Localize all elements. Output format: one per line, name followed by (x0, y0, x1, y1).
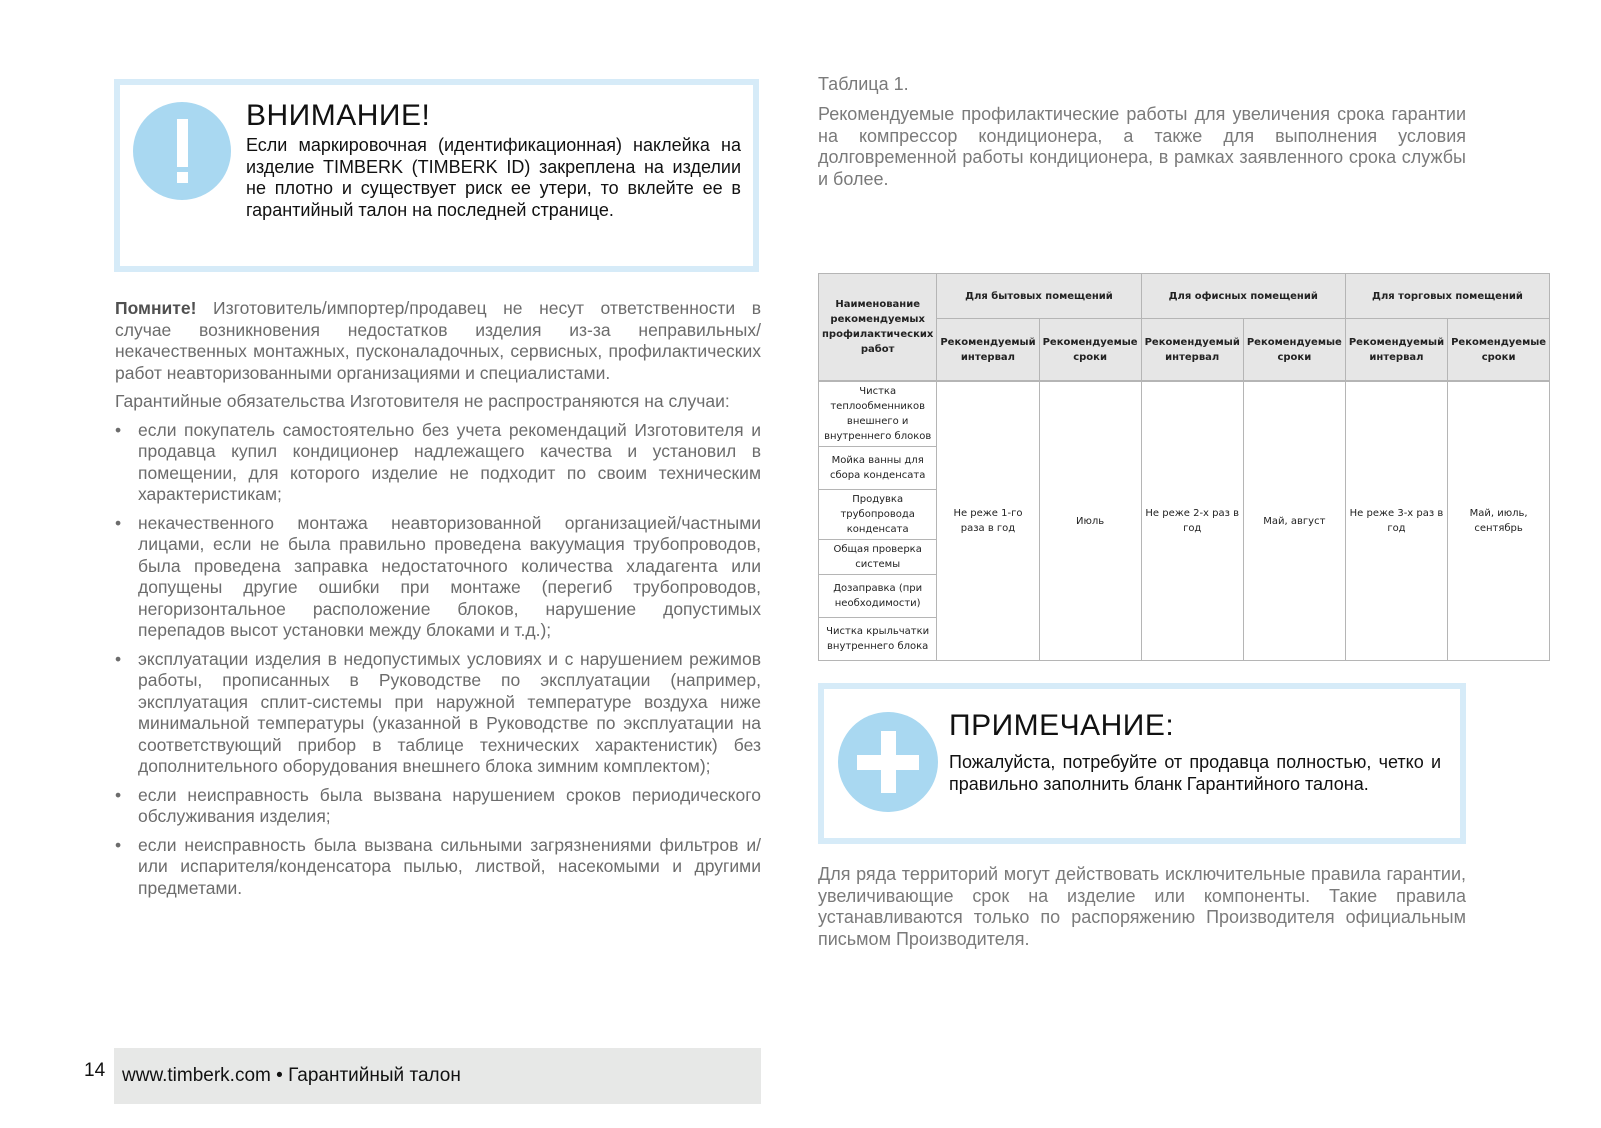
bullet-icon: • (115, 784, 122, 805)
task-header: Наименование рекомендуемых профилактических работ (819, 274, 937, 382)
exclamation-icon (133, 102, 231, 200)
home-interval-cell: Не реже 1-го раза в год (937, 381, 1039, 661)
table-caption: Таблица 1. (818, 74, 909, 94)
attention-text: Если маркировочная (идентификационная) наклейка на изделие TIMBERK (TIMBERK ID) закреплена на изделии не плотно и существует риск ее утери, то вклейте ее в гарантийный талон на последней странице. (246, 135, 741, 220)
list-item: • эксплуатации изделия в недопустимых условиях и с нарушением режимов работы, прописанных в Руководстве по эксплуатации (например, эксплуатация сплит-системы при наружной температуре воздуха ниже минимальной температуры (указанной в Руководстве по эксплуатации на соответствующий прибор в таблице технических характенистик) без дополнительного оборудования внешнего блока зимним комплектом); (115, 648, 761, 776)
page-number: 14 (84, 1060, 106, 1081)
remember-label: Помните! (115, 298, 197, 318)
task-cell: Чистка крыльчатки внутреннего блока (819, 618, 937, 661)
sub-header-terms: Рекомендуемые сроки (1243, 319, 1345, 382)
warranty-intro: Гарантийные обязательства Изготовителя не распространяются на случаи: (115, 391, 730, 411)
bullet-icon: • (115, 648, 122, 669)
attention-notice (114, 79, 759, 272)
list-item: • если неисправность была вызвана нарушением сроков периодического обслуживания изделия; (115, 784, 761, 826)
note-text: Пожалуйста, потребуйте от продавца полностью, четко и правильно заполнить бланк Гарантийного талона. (949, 752, 1441, 794)
group-header-retail: Для торговых помещений (1345, 274, 1549, 319)
task-cell: Чистка теплообменников внешнего и внутреннего блоков (819, 381, 937, 447)
attention-title: ВНИМАНИЕ! (246, 99, 431, 132)
table-description: Рекомендуемые профилактические работы для увеличения срока гарантии на компрессор кондиционера, а также для выполнения условия долговременной работы кондиционера, в рамках заявленного срока службы и более. (818, 104, 1466, 189)
task-cell: Общая проверка системы (819, 540, 937, 575)
footer-text: www.timberk.com • Гарантийный талон (122, 1065, 461, 1086)
note-notice (818, 683, 1466, 844)
plus-icon (838, 712, 938, 812)
exclusions-list (115, 420, 761, 900)
warranty-terms (115, 298, 761, 906)
bullet-icon: • (115, 834, 122, 855)
bullet-icon: • (115, 419, 122, 440)
group-header-office: Для офисных помещений (1141, 274, 1345, 319)
note-title: ПРИМЕЧАНИЕ: (949, 709, 1175, 742)
list-item: • некачественного монтажа неавторизованной организацией/частными лицами, если не была правильно проведена вакуумация трубопроводов, была проведена заправка недостаточного количества хладагента или допущены другие ошибки при монтаже (перегиб трубопроводов, негоризонтальное расположение блоков, нарушение допустимых перепадов высот установки между блоками и т.д.); (115, 512, 761, 640)
office-interval-cell: Не реже 2-х раз в год (1141, 381, 1243, 661)
list-item: • если покупатель самостоятельно без учета рекомендаций Изготовителя и продавца купил кондиционер надлежащего качества и установил в помещении, для которого изделие не подходит по своим техническим характеристикам; (115, 419, 761, 504)
retail-terms-cell: Май, июль, сентябрь (1448, 381, 1550, 661)
sub-header-terms: Рекомендуемые сроки (1448, 319, 1550, 382)
list-item: • если неисправность была вызвана сильными загрязнениями фильтров и/или испарителя/конденсатора пылью, листвой, насекомыми и другими предметами. (115, 834, 761, 898)
task-cell: Мойка ванны для сбора конденсата (819, 447, 937, 490)
sub-header-interval: Рекомендуемый интервал (1345, 319, 1447, 382)
retail-interval-cell: Не реже 3-х раз в год (1345, 381, 1447, 661)
footer-bar (114, 1048, 761, 1104)
task-cell: Дозаправка (при необходимости) (819, 575, 937, 618)
office-terms-cell: Май, август (1243, 381, 1345, 661)
bullet-icon: • (115, 512, 122, 533)
task-cell: Продувка трубопровода конденсата (819, 490, 937, 540)
territories-text: Для ряда территорий могут действовать исключительные правила гарантии, увеличивающие срок на изделие или компоненты. Такие правила устанавливаются только по распоряжению Производителя официальным письмом Производителя. (818, 864, 1466, 949)
home-terms-cell: Июль (1039, 381, 1141, 661)
group-header-home: Для бытовых помещений (937, 274, 1141, 319)
maintenance-table (818, 273, 1550, 661)
sub-header-terms: Рекомендуемые сроки (1039, 319, 1141, 382)
sub-header-interval: Рекомендуемый интервал (1141, 319, 1243, 382)
table-row (819, 381, 1550, 447)
remember-paragraph (115, 298, 761, 384)
sub-header-interval: Рекомендуемый интервал (937, 319, 1039, 382)
remember-text: Изготовитель/импортер/продавец не несут ответственности в случае возникновения недостатков изделия из-за неправильных/некачественных монтажных, пусконаладочных, сервисных, профилактических работ неавторизованными организациями и специалистами. (115, 298, 761, 383)
